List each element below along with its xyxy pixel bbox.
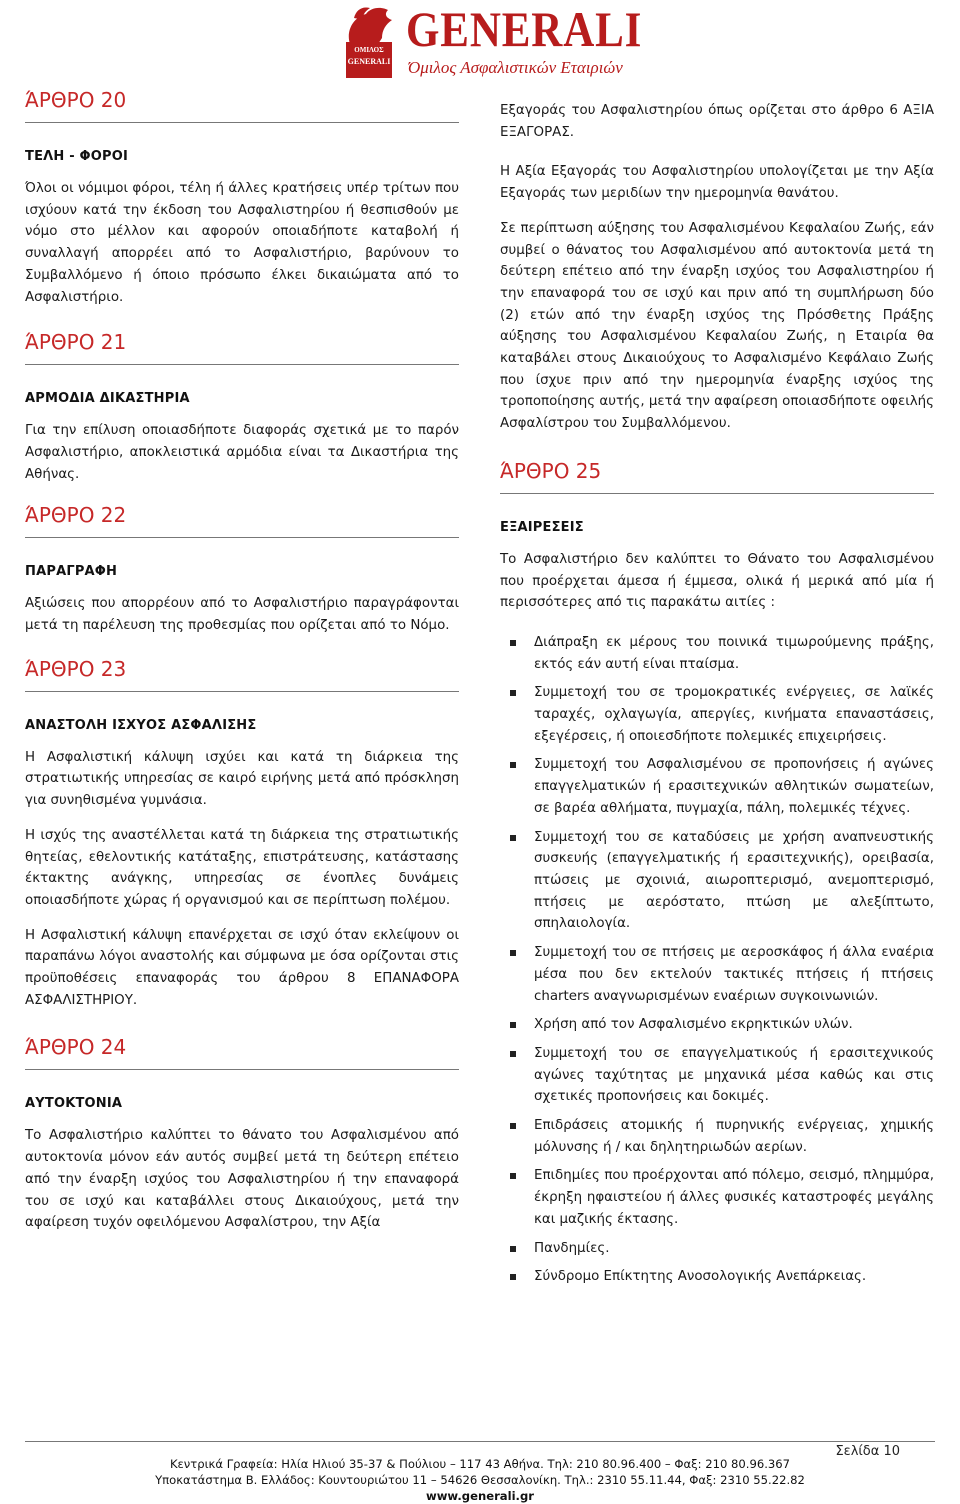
- article-title: ΆΡΘΡΟ 20: [25, 88, 459, 123]
- paragraph: Η Ασφαλιστική κάλυψη ισχύει και κατά τη διάρκεια της στρατιωτικής υπηρεσίας σε καιρό ειρήνης μετά από πρόσκληση για συνηθισμένα γυμνάσια.: [25, 749, 459, 809]
- section-heading: ΑΡΜΟΔΙΑ ΔΙΚΑΣΤΗΡΙΑ: [25, 391, 190, 407]
- paragraph: Η Ασφαλιστική κάλυψη επανέρχεται σε ισχύ όταν εκλείψουν οι παραπάνω λόγοι αναστολής και σύμφωνα με όσα ορίζονται στις προϋποθέσεις επαναφοράς του άρθρου 8 ΕΠΑΝΑΦΟΡΑ ΑΣΦΑΛΙΣΤΗΡΙΟΥ.: [25, 927, 459, 1008]
- exclusions-list: [500, 632, 934, 1288]
- footer-address-main: Κεντρικά Γραφεία: Ηλία Ηλιού 35-37 & Πούλιου – 117 43 Αθήνα. Τηλ: 210 80.96.400 – Φαξ: 210 80.96.367: [169, 1457, 791, 1471]
- bullet-square-icon: [510, 762, 516, 768]
- article-23: [25, 657, 459, 1012]
- paragraph: Εξαγοράς του Ασφαλιστηρίου όπως ορίζεται στο άρθρο 6 ΑΞΙΑ ΕΞΑΓΟΡΑΣ.: [500, 103, 934, 140]
- right-column: [500, 100, 934, 1295]
- list-item: Συμμετοχή του σε καταδύσεις με χρήση αναπνευστικής συσκευής (επαγγελματικής ή ερασιτεχνικής), ορειβασία, πτώσεις με σχοινιά, αιωροπτερισμό, ανεμοπτερισμό, πτήσεις με αερόστατο, πτώση με αλεξίπτωτο, σπηλαιολογία.: [500, 827, 934, 936]
- list-item: Συμμετοχή του σε επαγγελματικούς ή ερασιτεχνικούς αγώνες ταχύτητας με μηχανικά μέσα καθώς και στις σχετικές προπονήσεις και δοκιμές.: [500, 1043, 934, 1108]
- article-21: [25, 330, 459, 485]
- article-24-continued: [500, 100, 934, 435]
- bullet-square-icon: [510, 950, 516, 956]
- section-heading: ΑΝΑΣΤΟΛΗ ΙΣΧΥΟΣ ΑΣΦΑΛΙΣΗΣ: [25, 717, 257, 733]
- article-24: [25, 1035, 459, 1234]
- footer-address-branch: Υποκατάστημα Β. Ελλάδος: Κουντουριώτου 11 – 54626 Θεσσαλονίκη. Τηλ.: 2310 55.11.44, Φαξ: 2310 55.22.82: [155, 1473, 805, 1487]
- article-title: ΆΡΘΡΟ 25: [500, 459, 934, 494]
- paragraph: Το Ασφαλιστήριο καλύπτει το θάνατο του Ασφαλισμένου από αυτοκτονία μόνον εάν αυτός συμβεί μετά τη δεύτερη επέτειο από την έναρξη ισχύος του Ασφαλιστηρίου ή την επαναφορά του σε ισχύ και καταβάλλει στους Δικαιούχους, μετά την αφαίρεση τυχόν οφειλόμενου Ασφαλίστρου, την Αξία: [25, 1128, 459, 1231]
- paragraph: Αξιώσεις που απορρέουν από το Ασφαλιστήριο παραγράφονται μετά τη παρέλευση της προθεσμίας που ορίζεται από το Νόμο.: [25, 596, 459, 634]
- paragraph: Σε περίπτωση αύξησης του Ασφαλισμένου Κεφαλαίου Ζωής, εάν συμβεί ο θάνατος του Ασφαλισμένου από αυτοκτονία μετά τη δεύτερη επέτειο από την έναρξη ισχύος του Ασφαλιστηρίου ή την επαναφορά του σε ισχύ και πριν από τη συμπλήρωση δύο (2) ετών από την έναρξη ισχύος της Πρόσθετης Πράξης αύξησης του Ασφαλισμένου Κεφαλαίου Ζωής, η Εταιρία θα καταβάλει στους Δικαιούχους το Ασφαλισμένο Κεφάλαιο Ζωής που ίσχυε πριν από την ημερομηνία έναρξης ισχύος της τροποποίησης αυτής, μετά την αφαίρεση οποιασδήποτε οφειλής Ασφαλίστρου του Συμβαλλόμενου.: [500, 220, 934, 432]
- brand-subtitle: Όμιλος Ασφαλιστικών Εταιριών: [408, 58, 623, 77]
- footer-divider: [25, 1441, 935, 1442]
- bullet-square-icon: [510, 1274, 516, 1280]
- paragraph: Η ισχύς της αναστέλλεται κατά τη διάρκεια της στρατιωτικής θητείας, εθελοντικής κατάταξης, επιστράτευσης, κατάστασης έκτακτης ανάγκης, υπηρεσίας σε ένοπλες δυνάμεις οποιασδήποτε χώρας ή οργανισμού και σε περίπτωση πολέμου.: [25, 827, 459, 908]
- article-22: [25, 503, 459, 636]
- list-item: Επιδράσεις ατομικής ή πυρηνικής ενέργειας, χημικής μόλυνσης ή / και δηλητηριωδών αερίων.: [500, 1115, 934, 1158]
- page-number: Σελίδα 10: [835, 1444, 900, 1459]
- bullet-square-icon: [510, 1246, 516, 1252]
- list-item: Συμμετοχή του σε πτήσεις με αεροσκάφος ή άλλα εναέρια μέσα που δεν εκτελούν τακτικές πτήσεις ή πτήσεις charters αναγνωρισμένων εναέριων συγκοινωνιών.: [500, 942, 934, 1007]
- section-heading: ΕΞΑΙΡΕΣΕΙΣ: [500, 519, 584, 535]
- article-title: ΆΡΘΡΟ 22: [25, 503, 459, 538]
- section-heading: ΑΥΤΟΚΤΟΝΙΑ: [25, 1096, 123, 1112]
- list-item: Συμμετοχή του Ασφαλισμένου σε προπονήσεις ή αγώνες επαγγελματικών ή ερασιτεχνικών αθλητικών σωματείων, σε βαρέα αθλήματα, πυγμαχία, πάλη, πολεμικές τέχνες.: [500, 754, 934, 819]
- bullet-square-icon: [510, 835, 516, 841]
- list-item: Σύνδρομο Επίκτητης Ανοσολογικής Ανεπάρκειας.: [500, 1266, 934, 1288]
- footer: [0, 1456, 960, 1504]
- bullet-square-icon: [510, 690, 516, 696]
- paragraph: Το Ασφαλιστήριο δεν καλύπτει το Θάνατο του Ασφαλισμένου που προέρχεται άμεσα ή έμμεσα, ολικά ή μερικά από μία ή περισσότερες από τις παρακάτω αιτίες :: [500, 551, 934, 611]
- bullet-square-icon: [510, 640, 516, 646]
- article-title: ΆΡΘΡΟ 24: [25, 1035, 459, 1070]
- list-item: Διάπραξη εκ μέρους του ποινικά τιμωρούμενης πράξης, εκτός εάν αυτή είναι πταίσμα.: [500, 632, 934, 675]
- list-item: Χρήση από τον Ασφαλισμένο εκρηκτικών υλών.: [500, 1014, 934, 1036]
- generali-logo: [340, 0, 643, 82]
- brand-name: GENERALI: [406, 1, 643, 57]
- section-heading: ΤΕΛΗ - ΦΟΡΟΙ: [25, 149, 129, 164]
- list-item: Συμμετοχή του σε τρομοκρατικές ενέργειες, σε λαϊκές ταραχές, οχλαγωγία, απεργίες, κινήματα επαναστάσεις, εξεγέρσεις, ή οποιεσδήποτε πολεμικές επιχειρήσεις.: [500, 682, 934, 747]
- bullet-square-icon: [510, 1022, 516, 1028]
- article-title: ΆΡΘΡΟ 23: [25, 657, 459, 692]
- section-heading: ΠΑΡΑΓΡΑΦΗ: [25, 564, 118, 580]
- left-column: [25, 88, 459, 1247]
- article-25: [500, 459, 934, 1288]
- list-item: Επιδημίες που προέρχονται από πόλεμο, σεισμό, πλημμύρα, έκρηξη ηφαιστείου ή άλλες φυσικές καταστροφές μεγάλης και μαζικής έκτασης.: [500, 1165, 934, 1230]
- bullet-square-icon: [510, 1051, 516, 1057]
- bullet-square-icon: [510, 1123, 516, 1129]
- paragraph: Όλοι οι νόμιμοι φόροι, τέλη ή άλλες κρατήσεις υπέρ τρίτων που ισχύουν κατά την έκδοση του Ασφαλιστηρίου ή θεσπισθούν με νόμο στο μέλλον και αφορούν οποιαδήποτε καταβολή ή συναλλαγή απορρέει από το Ασφαλιστήριο, βαρύνουν το Συμβαλλόμενο ή όποιο πρόσωπο έλκει δικαιώματα από το Ασφαλιστήριο.: [25, 181, 459, 305]
- list-item: Πανδημίες.: [500, 1238, 934, 1260]
- bullet-square-icon: [510, 1173, 516, 1179]
- footer-url[interactable]: www.generali.gr: [426, 1489, 534, 1503]
- paragraph: Η Αξία Εξαγοράς του Ασφαλιστηρίου υπολογίζεται με την Αξία Εξαγοράς των μεριδίων την ημερομηνία θανάτου.: [500, 164, 934, 202]
- logo-seal: ΟΜΙΛΟΣ GENERALI: [346, 42, 392, 78]
- article-title: ΆΡΘΡΟ 21: [25, 330, 459, 365]
- paragraph: Για την επίλυση οποιασδήποτε διαφοράς σχετικά με το παρόν Ασφαλιστήριο, αποκλειστικά αρμόδια είναι τα Δικαστήρια της Αθήνας.: [25, 423, 459, 482]
- article-20: [25, 88, 459, 308]
